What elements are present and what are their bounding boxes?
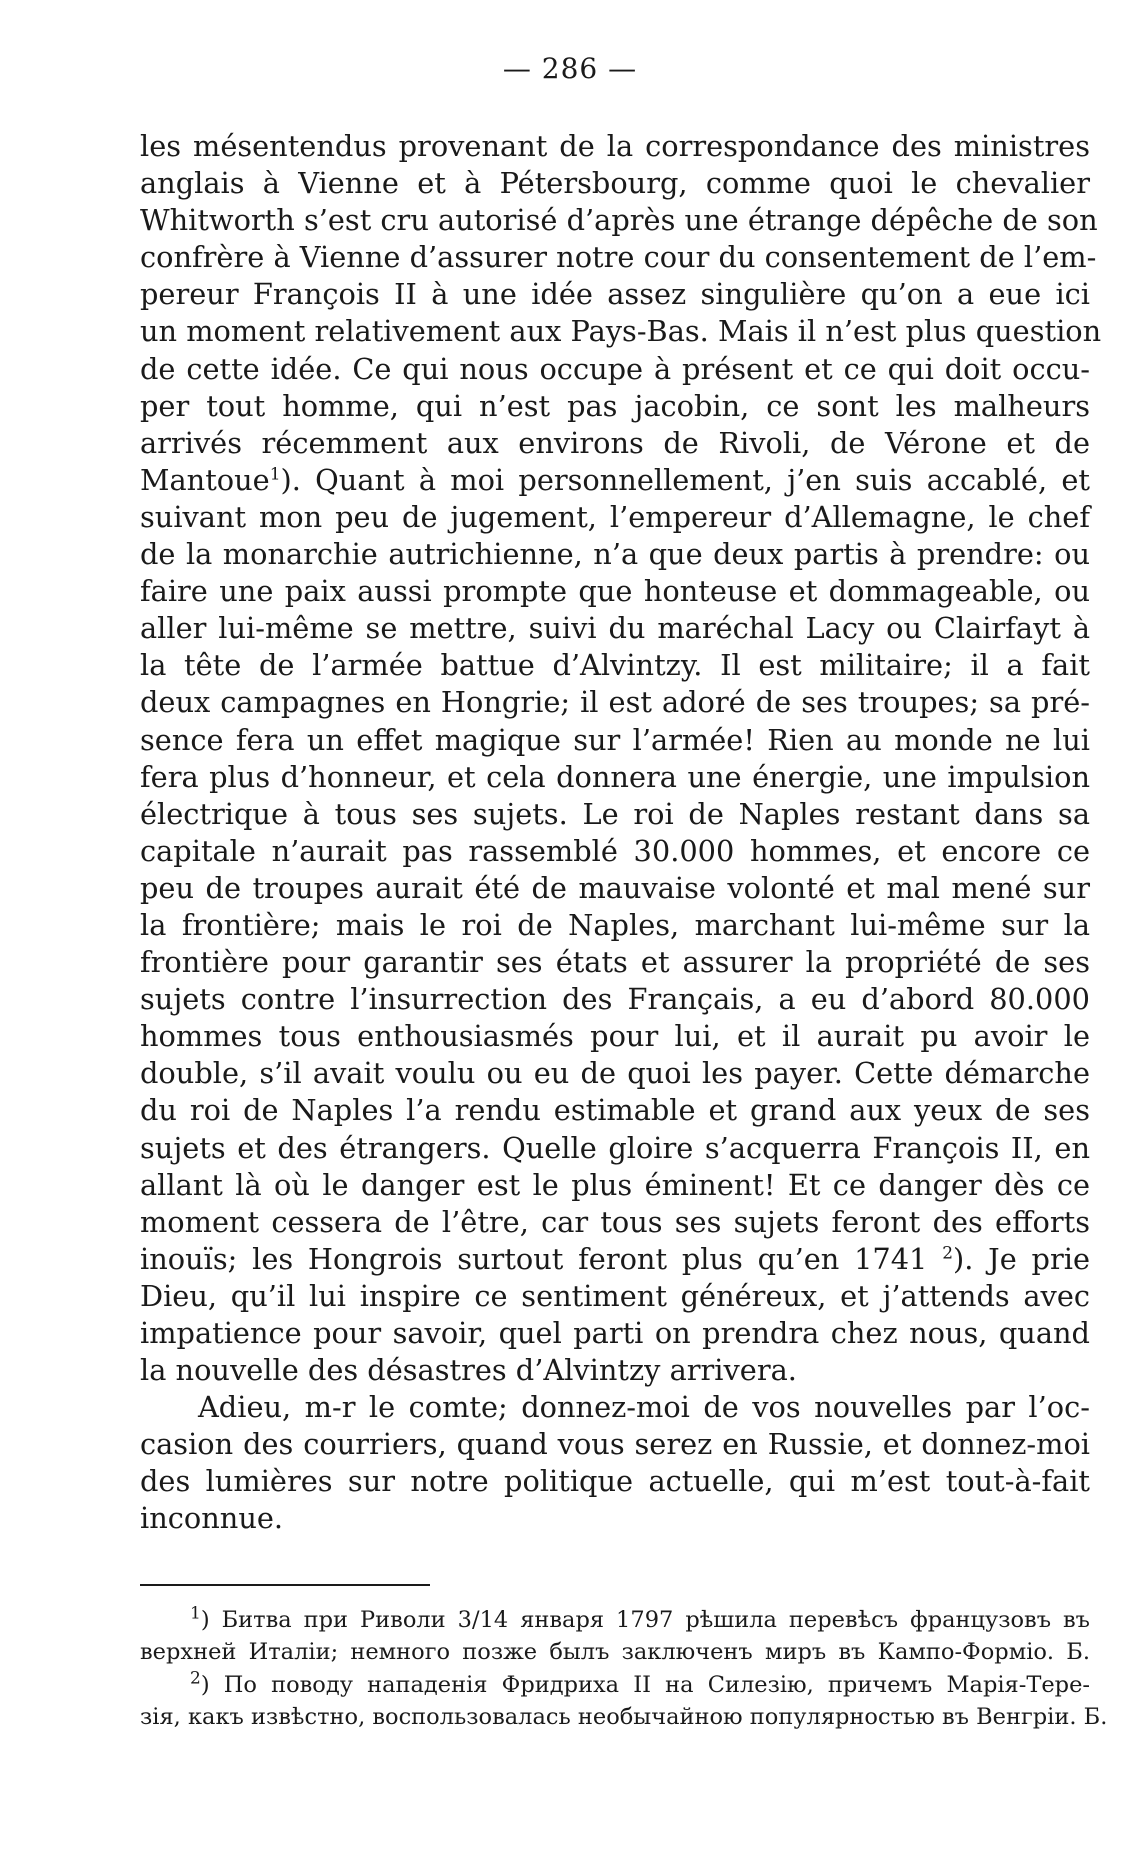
- footnote-1-line: [140, 1604, 1090, 1636]
- footnote-2-line: [140, 1669, 1090, 1701]
- text-line: confrère à Vienne d’assurer notre cour du consentement de l’em-: [140, 240, 1097, 275]
- footnote-2-line: зія, какъ извѣстно, воспользовалась необычайною популярностью въ Венгріи. Б.: [140, 1703, 1108, 1730]
- text-line: per tout homme, qui n’est pas jacobin, ce sont les malheurs: [140, 388, 1090, 423]
- text-line: de la monarchie autrichienne, n’a que deux partis à prendre: ou: [140, 537, 1090, 572]
- text-line: deux campagnes en Hongrie; il est adoré de ses troupes; sa pré-: [140, 685, 1090, 720]
- footnote-text: ) Битва при Риволи 3/14 января 1797 рѣшила перевѣсъ французовъ въ: [200, 1607, 1090, 1633]
- text-line: du roi de Naples l’a rendu estimable et grand aux yeux de ses: [140, 1093, 1090, 1128]
- text-fragment: Mantoue: [140, 462, 270, 497]
- footnote-text: ) По поводу нападенія Фридриха II на Силезію, причемъ Марія-Tере-: [200, 1671, 1090, 1698]
- footnotes: [140, 1603, 1108, 1733]
- text-line: Whitworth s’est cru autorisé d’après une étrange dépêche de son: [140, 203, 1098, 238]
- text-line: Dieu, qu’il lui inspire ce sentiment généreux, et j’attends avec: [140, 1278, 1090, 1313]
- text-line: double, s’il avait voulu ou eu de quoi les payer. Cette démarche: [140, 1056, 1090, 1091]
- footnote-ref-1[interactable]: 1: [269, 464, 281, 485]
- text-line: arrivés récemment aux environs de Rivoli, de Vérone et de: [140, 425, 1090, 460]
- text-line: sujets contre l’insurrection des Français, a eu d’abord 80.000: [140, 982, 1090, 1017]
- text-line: la tête de l’armée battue d’Alvintzy. Il est militaire; il a fait: [140, 648, 1090, 683]
- text-line-with-footnote-ref: [140, 1241, 1090, 1278]
- footnote-ref-2[interactable]: 2: [942, 1243, 954, 1264]
- text-line: la frontière; mais le roi de Naples, marchant lui-même sur la: [140, 907, 1090, 942]
- text-line: la nouvelle des désastres d’Alvintzy arrivera.: [140, 1353, 797, 1388]
- text-line: moment cessera de l’être, car tous ses sujets feront des efforts: [140, 1204, 1090, 1239]
- text-fragment: inouïs; les Hongrois surtout feront plus qu’en 1741: [140, 1241, 928, 1276]
- text-line: faire une paix aussi prompte que honteuse et dommageable, ou: [140, 574, 1090, 609]
- closing-line: Adieu, m-r le comte; donnez-moi de vos nouvelles par l’oc-: [198, 1390, 1090, 1425]
- text-line: frontière pour garantir ses états et assurer la propriété de ses: [140, 945, 1090, 980]
- text-line: impatience pour savoir, quel parti on prendra chez nous, quand: [140, 1316, 1090, 1350]
- text-line: suivant mon peu de jugement, l’empereur d’Allemagne, le chef: [140, 499, 1090, 534]
- text-line: sujets et des étrangers. Quelle gloire s’acquerra François II, en: [140, 1130, 1090, 1165]
- text-line: sence fera un effet magique sur l’armée! Rien au monde ne lui: [140, 722, 1090, 757]
- page-number: — 286 —: [502, 52, 638, 85]
- text-line-with-footnote-ref: [140, 462, 1090, 499]
- footnote-mark-1: 1: [190, 1603, 201, 1624]
- text-line: peu de troupes aurait été de mauvaise volonté et mal mené sur: [140, 870, 1090, 905]
- closing-line: inconnue.: [140, 1501, 284, 1536]
- text-line: hommes tous enthousiasmés pour lui, et il aurait pu avoir le: [140, 1019, 1090, 1054]
- text-line: capitale n’aurait pas rassemblé 30.000 hommes, et encore ce: [140, 833, 1090, 868]
- text-line: allant là où le danger est le plus éminent! Et ce danger dès ce: [140, 1167, 1090, 1202]
- footnote-1-line: верхней Италіи; немного позже былъ заключенъ миръ въ Кампо-Форміо. Б.: [140, 1639, 1090, 1666]
- text-line: anglais à Vienne et à Pétersbourg, comme quoi le chevalier: [140, 166, 1090, 201]
- text-line: un moment relativement aux Pays-Bas. Mais il n’est plus question: [140, 314, 1102, 349]
- closing-line: des lumières sur notre politique actuelle, qui m’est tout-à-fait: [140, 1464, 1090, 1499]
- text-fragment: ). Je prie: [953, 1241, 1091, 1276]
- text-line: de cette idée. Ce qui nous occupe à présent et ce qui doit occu-: [140, 351, 1090, 386]
- text-line: les mésentendus provenant de la correspondance des ministres: [140, 129, 1090, 163]
- text-fragment: ). Quant à moi personnellement, j’en suis accablé, et: [280, 462, 1090, 497]
- text-line: électrique à tous ses sujets. Le roi de Naples restant dans sa: [140, 796, 1090, 831]
- footnote-mark-2: 2: [190, 1668, 201, 1689]
- text-line: pereur François II à une idée assez singulière qu’on a eue ici: [140, 277, 1090, 312]
- main-text: [140, 128, 1102, 1538]
- footnote-divider: [140, 1584, 430, 1586]
- text-line: fera plus d’honneur, et cela donnera une énergie, une impulsion: [140, 759, 1090, 794]
- text-line: aller lui-même se mettre, suivi du maréchal Lacy ou Clairfayt à: [140, 611, 1090, 646]
- closing-line: casion des courriers, quand vous serez en Russie, et donnez-moi: [140, 1427, 1090, 1462]
